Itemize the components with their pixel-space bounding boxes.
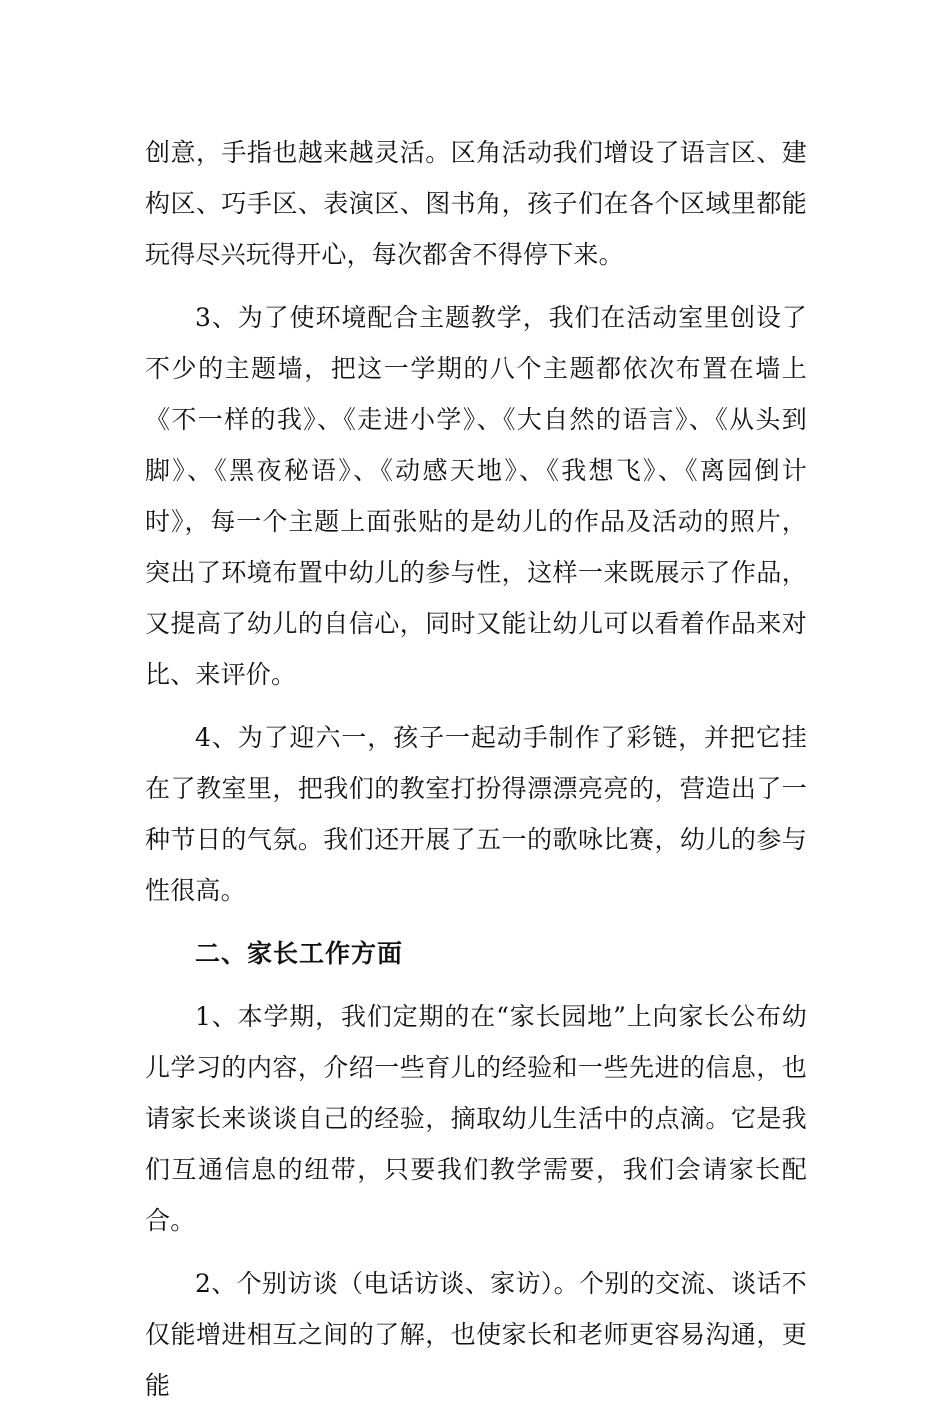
document-body (145, 127, 807, 1423)
paragraph-item-3: 3、为了使环境配合主题教学，我们在活动室里创设了不少的主题墙，把这一学期的八个主题都依次布置在墙上《不一样的我》、《走进小学》、《大自然的语言》、《从头到脚》、《黑夜秘语》、《动感天地》、《我想飞》、《离园倒计时》，每一个主题上面张贴的是幼儿的作品及活动的照片，突出了环境布置中幼儿的参与性，这样一来既展示了作品，又提高了幼儿的自信心，同时又能让幼儿可以看着作品来对比、来评价。 (145, 303, 807, 689)
paragraph-item-4: 4、为了迎六一，孩子一起动手制作了彩链，并把它挂在了教室里，把我们的教室打扮得漂漂亮亮的，营造出了一种节日的气氛。我们还开展了五一的歌咏比赛，幼儿的参与性很高。 (145, 723, 807, 905)
paragraph-parent-item-1: 1、本学期，我们定期的在“家长园地”上向家长公布幼儿学习的内容，介绍一些育儿的经验和一些先进的信息，也请家长来谈谈自己的经验，摘取幼儿生活中的点滴。它是我们互通信息的纽带，只要我们教学需要，我们会请家长配合。 (145, 1002, 807, 1235)
paragraph-parent-item-2: 2、个别访谈（电话访谈、家访）。个别的交流、谈话不仅能增进相互之间的了解，也使家长和老师更容易沟通，更能 (145, 1269, 807, 1400)
section-heading: 二、家长工作方面 (195, 939, 404, 968)
paragraph-continuation: 创意，手指也越来越灵活。区角活动我们增设了语言区、建构区、巧手区、表演区、图书角，孩子们在各个区域里都能玩得尽兴玩得开心，每次都舍不得停下来。 (145, 138, 807, 269)
